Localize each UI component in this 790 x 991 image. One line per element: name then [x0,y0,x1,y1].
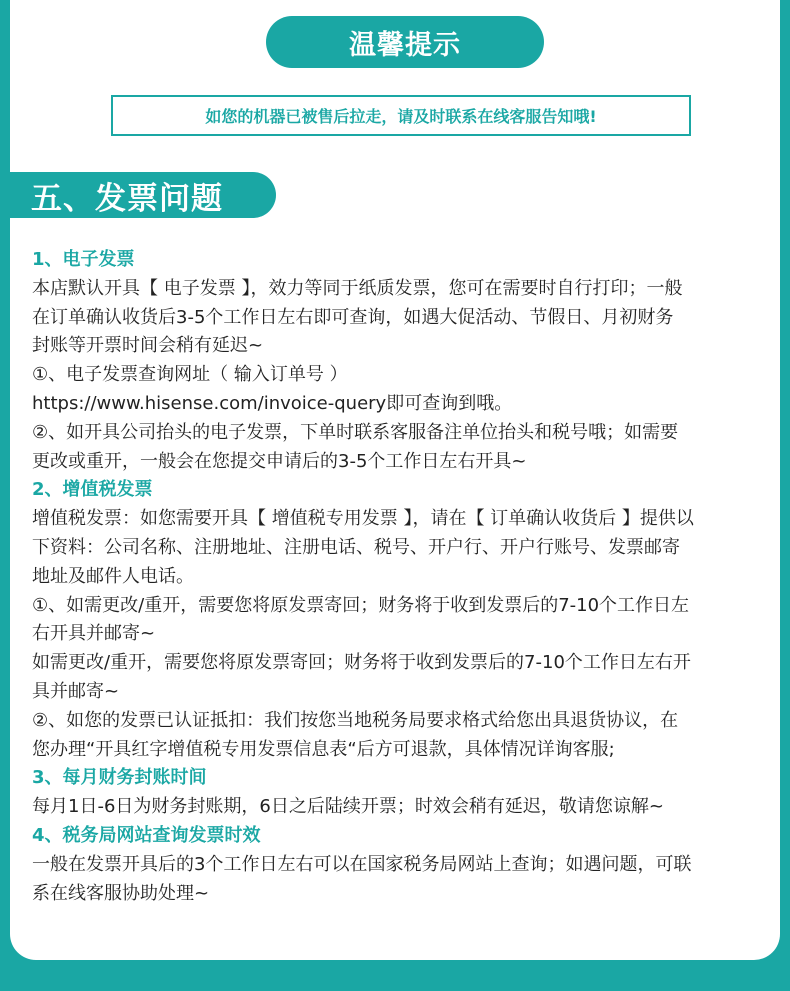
invoice-content [32,246,777,908]
paragraph-line: ②、如开具公司抬头的电子发票，下单时联系客服备注单位抬头和税号哦；如需要 [32,421,679,443]
paragraph-line: 下资料：公司名称、注册地址、注册电话、税号、开户行、开户行账号、发票邮寄 [32,536,680,558]
heading-e-invoice: 1、电子发票 [32,249,135,270]
paragraph-line: 封账等开票时间会稍有延迟~ [32,335,264,357]
paragraph-line: 更改或重开，一般会在您提交申请后的3-5个工作日左右开具~ [32,450,527,472]
heading-vat-invoice: 2、增值税发票 [32,479,153,501]
paragraph-line: 右开具并邮寄~ [32,623,156,645]
warm-tip-banner: 温馨提示 [266,16,544,68]
heading-monthly-closing: 3、每月财务封账时间 [32,767,207,789]
paragraph-line: 如需更改/重开，需要您将原发票寄回；财务将于收到发票后的7-10个工作日左右开 [32,652,691,674]
heading-tax-bureau-query: 4、税务局网站查询发票时效 [32,824,261,846]
paragraph-line: 系在线客服协助处理~ [32,882,210,904]
paragraph-line: 增值税发票：如您需要开具【 增值税专用发票 】，请在【 订单确认收货后 】提供以 [32,508,694,530]
content-card [10,0,780,960]
paragraph-line: ①、电子发票查询网址（ 输入订单号 ） [32,364,348,386]
paragraph-line: 在订单确认收货后3-5个工作日左右即可查询，如遇大促活动、节假日、月初财务 [32,306,674,328]
paragraph-line: 您办理“开具红字增值税专用发票信息表“后方可退款，具体情况详询客服; [32,738,615,760]
paragraph-line: 每月1日-6日为财务封账期，6日之后陆续开票；时效会稍有延迟，敬请您谅解~ [32,796,664,818]
paragraph-line: 具并邮寄~ [32,680,120,702]
paragraph-line: ①、如需更改/重开，需要您将原发票寄回；财务将于收到发票后的7-10个工作日左 [32,594,690,616]
invoice-query-url: https://www.hisense.com/invoice-query即可查询到哦。 [32,392,513,414]
notice-box: 如您的机器已被售后拉走，请及时联系在线客服告知哦! [111,95,691,136]
paragraph-line: 本店默认开具【 电子发票 】，效力等同于纸质发票，您可在需要时自行打印；一般 [32,277,683,299]
paragraph-line: 地址及邮件人电话。 [32,565,194,587]
section-title: 五、发票问题 [10,172,276,218]
paragraph-line: ②、如您的发票已认证抵扣：我们按您当地税务局要求格式给您出具退货协议，在 [32,709,679,731]
paragraph-line: 一般在发票开具后的3个工作日左右可以在国家税务局网站上查询；如遇问题，可联 [32,853,692,875]
